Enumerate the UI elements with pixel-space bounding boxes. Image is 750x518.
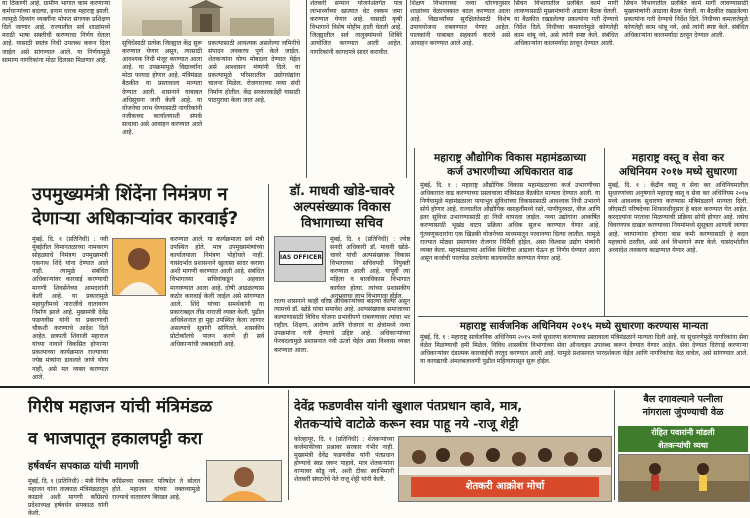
top-column-5: शिक्षण विभागाच्या नव्या धोरणानुसार शाळांच्या वेळापत्रकात बदल करण्यात आला आहे. विद्यार्थ्यांच्या सुरक्षिततेसाठी विशेष उपाययोजना राबवण्यात येणार आहेत. पालकांनी याबाबत सहकार्य करावे असे आवाहन करण्यात आले आहे.: [410, 0, 510, 48]
story3-body: मुंबई, दि. १ : महाराष्ट्र औद्योगिक विकास महामंडळाच्या कर्ज उभारणीच्या अधिकारात वाढ करण्याच्या प्रस्तावाला मंत्रिमंडळ बैठकीत मान्यता देण्यात आली. या निर्णयामुळे महामंडळाला पायाभूत सुविधांच्या विकासासाठी आवश्यक निधी उभारणे सोपे होणार आहे. राज्यातील औद्योगिक वसाहतींमध्ये रस्ते, पाणीपुरवठा, वीज आणि इतर सुविधा उभारण्यासाठी हा निधी वापरला जाईल. नव्या उद्योगांना आकर्षित करण्यासाठी भूखंड वाटप प्रक्रिया अधिक सुलभ करण्यात येणार आहे. गुंतवणूकदारांना एक खिडकी योजनेच्या माध्यमातून परवानग्या दिल्या जातील. यामुळे राज्यात मोठ्या प्रमाणावर रोजगार निर्मिती होईल, असा विश्वास उद्योग मंत्र्यांनी व्यक्त केला. महामंडळाच्या आर्थिक स्थितीचा आढावा घेऊन हा निर्णय घेण्यात आला असून कर्जाची परतफेड ठरलेल्या कालावधीत करण्यात येणार आहे.: [420, 182, 600, 262]
plough-field-photo: [618, 454, 750, 502]
story4-headline-line1: महाराष्ट्र वस्तू व सेवा कर: [631, 152, 725, 164]
story1-col2: करण्यात आले. या कार्यक्रमाला सर्व मंत्री उपस्थित होते. मात्र उपमुख्यमंत्र्यांच्या कार्यालयाला निमंत्रण पोहोचले नाही. यासंदर्भात प्रशासनाने खुलासा सादर करावा अशी मागणी करण्यात आली आहे. संबंधित विभागाच्या सचिवांकडून अहवाल मागवण्यात आला आहे. दोषी आढळल्यास कठोर कारवाई केली जाईल असे सांगण्यात आले. शिंदे यांच्या समर्थकांनी या प्रकाराबद्दल तीव्र नाराजी व्यक्त केली. पुढील अधिवेशनात हा मुद्दा उपस्थित केला जाणार असल्याचे सूत्रांनी सांगितले. शासकीय प्रोटोकॉलचे पालन करणे ही सर्व अधिकाऱ्यांची जबाबदारी आहे.: [170, 236, 264, 349]
person-icon: [113, 239, 165, 295]
ias-officer-label: IAS OFFICER: [279, 251, 323, 265]
top-column-7: सिंचन विभागातील प्रलंबित कामे मार्गी लावण्यासाठी मुख्यमंत्र्यांनी आढावा बैठक घेतली. या बैठकीत रखडलेल्या प्रकल्पांना गती देण्याचे निर्देश दिले. निधीच्या कमतरतेमुळे कोणतेही काम थांबू नये, असे त्यांनी स्पष्ट केले. संबंधित अधिकाऱ्यांना कालमर्यादा ठरवून देण्यात आली.: [624, 0, 748, 40]
field-icon: [619, 455, 749, 501]
person-icon: [207, 461, 281, 501]
top-column-6: सिंचन विभागातील प्रलंबित कामे मार्गी लावण्यासाठी मुख्यमंत्र्यांनी आढावा बैठक घेतली. या बैठकीत रखडलेल्या प्रकल्पांना गती देण्याचे निर्देश दिले. निधीच्या कमतरतेमुळे कोणतेही काम थांबू नये, असे त्यांनी स्पष्ट केले. संबंधित अधिकाऱ्यांना कालमर्यादा ठरवून देण्यात आली.: [514, 0, 618, 48]
temple-icon: [122, 0, 290, 36]
story5-headline: महाराष्ट्र सार्वजनिक अधिनियम २०१५ मध्ये सुधारणा करण्यास मान्यता: [459, 321, 709, 332]
story8-headline-line2: नांगराला जुंपण्याची वेळ: [642, 407, 724, 418]
story1-headline-line2: देणाऱ्या अधिकाऱ्यांवर कारवाई?: [32, 208, 239, 229]
story4-headline-line2: अधिनियम २०१७ मध्ये सुधारणा: [618, 166, 738, 178]
mahajan-photo: [206, 460, 282, 502]
top-column-1: या ठिकाणी आहे. ग्रामीण भागात काम करणाऱ्या कर्मचाऱ्यांच्या बदल्या, इनाम धारक महाराष्ट्र झाली. त्यामुळे दिव्यांग व्यक्तींना मोफत संगणक प्रशिक्षण दिले जाणार आहे. राज्यातील सर्व शाळांमध्ये मराठी भाषा सक्तीची करण्याचा निर्णय घेतला आहे. यासाठी स्वतंत्र निधी उपलब्ध करून दिला जाईल असे सांगण्यात आले. या निर्णयामुळे सामान्य नागरिकांना मोठा दिलासा मिळणार आहे.: [2, 0, 110, 64]
temple-photo: [122, 0, 290, 36]
story6-col2: काँग्रेसच्या पत्रकार परिषदेत ते बोलत होते. महाजन यांच्या वक्तव्यामुळे राज्याचे वातावरण बिघडत आहे.: [112, 478, 200, 502]
ias-officer-photo: [274, 236, 326, 282]
story6-headline-line2: व भाजपातून हकालपट्टी करा: [28, 429, 203, 449]
story6-subheadline: हर्षवर्धन सपकाळ यांची मागणी: [28, 461, 139, 472]
story3-headline-line2: कर्ज उभारणीच्या अधिकारात वाढ: [447, 166, 573, 178]
shinde-photo: [112, 238, 166, 296]
story1-col1: मुंबई, दि. १ (प्रतिनिधी) : नवी मुंबईतील विमानतळाच्या नामकरण सोहळ्याचे निमंत्रण उपमुख्यमंत्री एकनाथ शिंदे यांना देण्यात आले नाही. त्यामुळे संबंधित अधिकाऱ्यांवर कारवाई करण्याची मागणी शिवसेनेच्या आमदारांनी केली आहे. या प्रकारामुळे महायुतीमध्ये नाराजीचे वातावरण निर्माण झाले आहे. मुख्यमंत्री देवेंद्र फडणवीस यांनी या प्रकरणाची चौकशी करण्याचे आदेश दिले आहेत. छत्रपती शिवाजी महाराज यांच्या नावाने विकसित होणाऱ्या प्रकल्पाच्या कार्यक्रमात राज्याच्या ज्येष्ठ मंत्र्यांना डावलले जाणे योग्य नाही, असे मत व्यक्त करण्यात आले.: [32, 236, 108, 381]
top-column-4: शेतकरी सन्मान योजनेअंतर्गत पात्र लाभार्थ्यांच्या खात्यात थेट रक्कम जमा करण्यात येणार आहे. यासाठी कृषी विभागाने विशेष मोहीम हाती घेतली आहे. जिल्ह्यातील सर्व तालुक्यांमध्ये शिबिरे आयोजित करण्यात आली आहेत. नागरिकांनी कागदपत्रे सादर करावीत.: [310, 0, 402, 56]
story2-col2: राज्य शासनाने काही वरिष्ठ अधिकाऱ्यांच्या बदल्या केल्या असून त्यामध्ये डॉ. खोडे यांचा समावेश आहे. अल्पसंख्याक समाजाच्या कल्याणासाठी विविध योजना प्रभावीपणे राबवण्यावर त्यांचा भर राहील. शिक्षण, आरोग्य आणि रोजगार या क्षेत्रांमध्ये नव्या उपक्रमांना गती देण्याचे उद्दिष्ट आहे. अधिकाऱ्यांच्या फेरबदलामुळे प्रशासनात नवी ऊर्जा येईल असा विश्वास व्यक्त करण्यात आला.: [274, 298, 410, 354]
story7-headline-line2: शेतकऱ्यांचे वाटोळे करून स्वप्न पाहू नये -राजू शेट्टी: [294, 416, 519, 431]
top-column-3: प्रकल्पासाठी आवश्यक असलेल्या जमिनीचे संपादन लवकरच पूर्ण केले जाईल. शेतकऱ्यांना योग्य मोबदला देण्यात येईल असे आश्वासन मंत्र्यांनी दिले. या प्रकल्पामुळे परिसरातील उद्योगधंद्यांना चालना मिळेल. रोजगाराच्या नव्या संधी निर्माण होतील. केंद्र सरकारकडेही यासाठी पाठपुरावा केला जात आहे.: [208, 40, 300, 104]
story4-body: मुंबई, दि. १ : केंद्रीय वस्तू व सेवा कर अधिनियमातील सुधारणांच्या अनुषंगाने महाराष्ट्र वस्तू व सेवा कर अधिनियम २०१७ मध्ये आवश्यक सुधारणा करण्यास मंत्रिमंडळाने मान्यता दिली. जीएसटी परिषदेच्या शिफारशीनुसार हे बदल करण्यात येत आहेत. करदात्यांना परतावा मिळण्याची प्रक्रिया सोपी होणार आहे. तसेच विवरणपत्र दाखल करण्याच्या नियमांमध्ये सुसूत्रता आणली जाणार आहे. व्यापाऱ्यांना होणारा त्रास कमी करण्यासाठी हे बदल महत्त्वाचे ठरतील, असे अर्थ विभागाने स्पष्ट केले. यासंदर्भातील अध्यादेश लवकरच काढण्यात येणार आहे.: [608, 182, 748, 254]
story1-headline-line1: उपमुख्यमंत्री शिंदेंना निमंत्रण न: [32, 184, 228, 205]
story8-tag-line1: रोहित पवारांनी मांडली: [618, 426, 748, 439]
protest-banner: शेतकरी आक्रोश मोर्चा: [411, 477, 599, 497]
story2-headline-line3: विभागाच्या सचिव: [300, 216, 383, 231]
story2-col1: मुंबई, दि. १ (प्रतिनिधी) : ज्येष्ठ सनदी अधिकारी डॉ. माधवी खोडे-चावरे यांची अल्पसंख्याक विकास विभागाच्या सचिवपदी नियुक्ती करण्यात आली आहे. यापूर्वी त्या महिला व बालविकास विभागात कार्यरत होत्या. त्यांच्या प्रशासकीय अनुभवाचा लाभ विभागाला होईल.: [330, 236, 410, 300]
story2-headline-line2: अल्पसंख्याक विकास: [293, 200, 391, 215]
story3-headline-line1: महाराष्ट्र औद्योगिक विकास महामंडळाच्या: [433, 152, 587, 164]
story2-headline-line1: डॉ. माधवी खोडे-चावरे: [289, 184, 395, 199]
story8-headline-line1: बैल दगावल्याने पत्नीला: [643, 394, 723, 405]
story5-body: मुंबई, दि. १ : महाराष्ट्र सार्वजनिक अधिनियम २०१५ मध्ये सुधारणा करण्याच्या प्रस्तावाला मंत्रिमंडळाने मान्यता दिली आहे. या सुधारणेमुळे नागरिकांना सेवा वेळेत मिळण्याची हमी मिळेल. विविध शासकीय विभागांच्या सेवा ऑनलाइन उपलब्ध करून देण्यात येणार आहेत. सेवा देण्यात दिरंगाई करणाऱ्या अधिकाऱ्यांवर दंडात्मक कारवाईची तरतूद करण्यात आली आहे. यामुळे प्रशासनात पारदर्शकता येईल आणि नागरिकांचा वेळ वाचेल, असे सांगण्यात आले. या कायद्याची अंमलबजावणी पुढील महिन्यापासून सुरू होईल.: [420, 334, 748, 366]
top-column-2: सुविधेसाठी प्रत्येक जिल्ह्यात केंद्र सुरू करण्यात येणार असून, त्यासाठी आवश्यक निधी मंजूर करण्यात आला आहे. या उपक्रमामुळे विद्यार्थ्यांना मोठा फायदा होणार आहे. मंत्रिमंडळ बैठकीत या प्रस्तावाला मान्यता देण्यात आली. शासनाने याबाबत अधिसूचना जारी केली आहे. या योजनेचा लाभ घेण्यासाठी नागरिकांनी नजीकच्या कार्यालयाशी संपर्क साधावा असे आवाहन करण्यात आले आहे.: [122, 40, 202, 137]
story6-headline-line1: गिरीष महाजन यांची मंत्रिमंडळ: [28, 397, 213, 417]
story8-tag-line2: शेतकऱ्यांची व्यथा: [618, 439, 748, 452]
story7-body: कोल्हापूर, दि. १ (प्रतिनिधी) : शेतकऱ्यांच्या कर्जमाफीच्या प्रश्नावर सरकार गंभीर नाही. मुख्यमंत्री देवेंद्र फडणवीस यांनी पंतप्रधान होण्याचे स्वप्न जरूर पाहावे, मात्र शेतकऱ्यांना वाऱ्यावर सोडू नये, अशी टीका स्वाभिमानी शेतकरी संघटनेचे नेते राजू शेट्टी यांनी केली.: [294, 436, 394, 484]
farmers-protest-photo: [398, 436, 612, 502]
story7-headline-line1: देवेंद्र फडणवीस यांनी खुशाल पंतप्रधान व्हावे, मात्र,: [294, 398, 523, 413]
story6-col1: मुंबई, दि. १ (प्रतिनिधी) : मंत्री गिरीष महाजन यांना तात्काळ मंत्रिमंडळातून काढावे अशी मागणी काँग्रेसचे प्रदेशाध्यक्ष हर्षवर्धन सपकाळ यांनी केली.: [28, 478, 108, 518]
